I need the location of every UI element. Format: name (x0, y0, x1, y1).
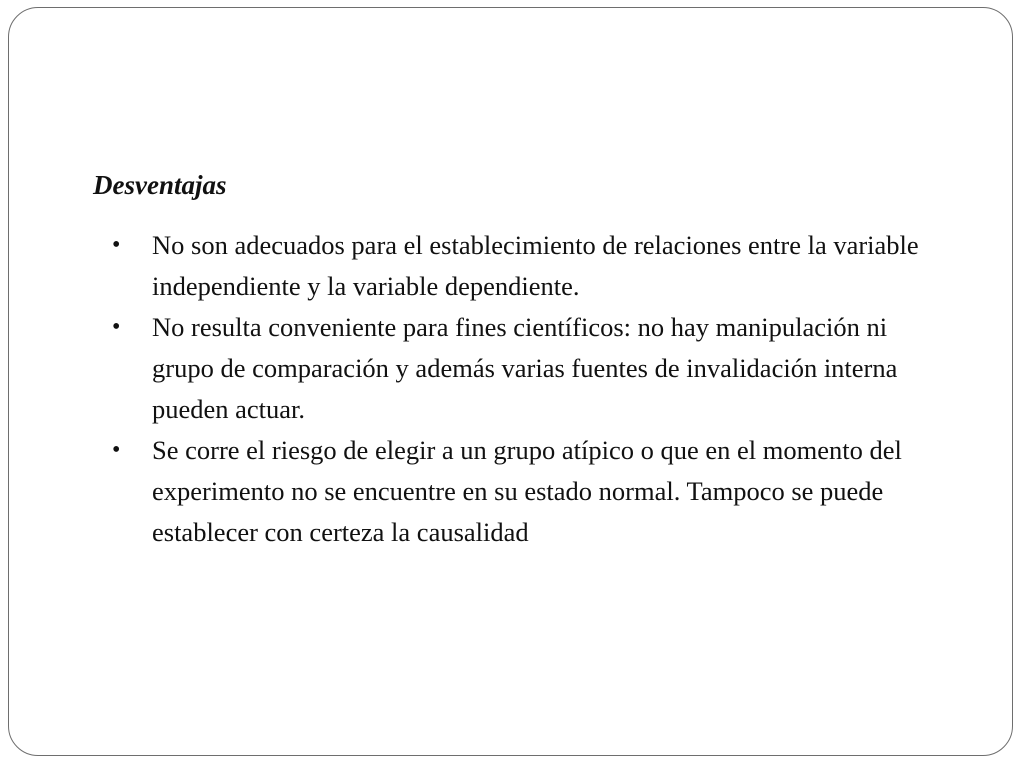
bullet-text: No son adecuados para el establecimiento de relaciones entre la variable independiente y la variable dependiente. (152, 230, 919, 301)
bullet-icon: • (112, 437, 121, 463)
bullet-list (93, 225, 953, 553)
bullet-text: Se corre el riesgo de elegir a un grupo atípico o que en el momento del experimento no se encuentre en su estado normal. Tampoco se puede establecer con certeza la causalidad (152, 435, 902, 547)
bullet-icon: • (112, 314, 121, 340)
bullet-item (93, 225, 953, 307)
bullet-text: No resulta conveniente para fines científicos: no hay manipulación ni grupo de comparación y además varias fuentes de invalidación interna pueden actuar. (152, 312, 898, 424)
bullet-icon: • (112, 232, 121, 258)
bullet-item (93, 430, 953, 553)
slide-frame (8, 7, 1013, 756)
slide-content (93, 165, 953, 553)
bullet-item (93, 307, 953, 430)
slide-heading: Desventajas (93, 170, 227, 200)
